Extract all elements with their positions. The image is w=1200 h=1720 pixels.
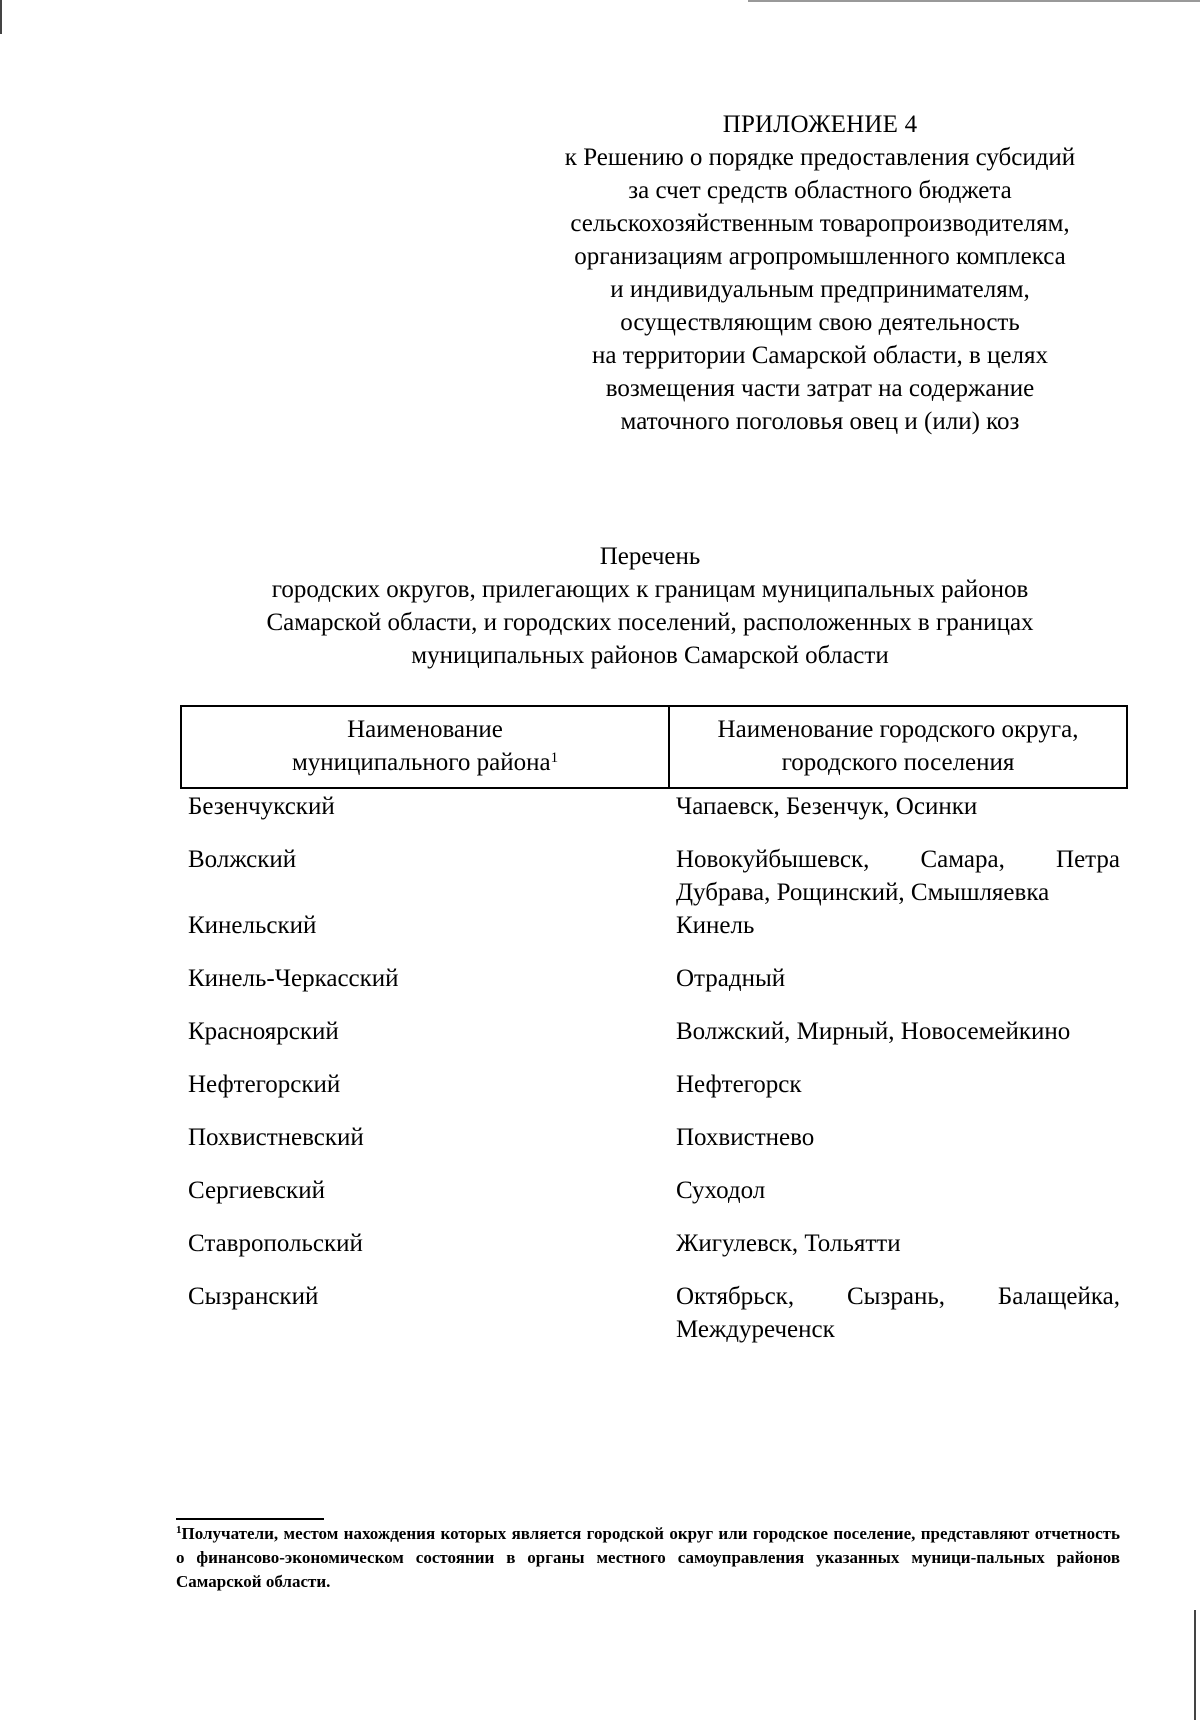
district-name: Сызранский	[188, 1283, 319, 1310]
district-name: Красноярский	[188, 1018, 339, 1045]
appendix-header	[520, 108, 1120, 438]
district-name: Сергиевский	[188, 1177, 325, 1204]
district-name: Кинель-Черкасский	[188, 965, 399, 992]
settlement-names: Чапаевск, Безенчук, Осинки	[676, 793, 978, 820]
appendix-line: маточного поголовья овец и (или) коз	[620, 408, 1020, 435]
scan-edge-mark	[1194, 1610, 1196, 1720]
settlement-names: Отрадный	[676, 965, 786, 992]
appendix-line: и индивидуальным предпринимателям,	[610, 276, 1030, 303]
list-heading-line: городских округов, прилегающих к границам муниципальных районов	[271, 576, 1029, 603]
list-heading	[180, 540, 1120, 672]
footnote	[176, 1522, 1120, 1594]
list-heading-line: Самарской области, и городских поселений, расположенных в границах	[266, 609, 1034, 636]
scan-edge-mark	[0, 0, 2, 34]
footnote-text: Получатели, местом нахождения которых является городской округ или городское поселение, представляют отчетность о финансово-экономическом состоянии в органы местного самоуправления указанных муници-пальных районов Самарской области.	[176, 1524, 1120, 1591]
settlement-names: Нефтегорск	[676, 1071, 802, 1098]
settlement-names: Новокуйбышевск, Самара, Петра Дубрава, Рощинский, Смышляевка	[676, 846, 1120, 906]
header-district-line	[182, 746, 668, 779]
settlement-names: Кинель	[676, 912, 755, 939]
appendix-line: осуществляющим свою деятельность	[620, 309, 1020, 336]
appendix-line: возмещения части затрат на содержание	[605, 375, 1035, 402]
list-title: Перечень	[599, 543, 701, 570]
header-settlement-line: Наименование городского округа,	[717, 716, 1079, 743]
settlement-names: Октябрьск, Сызрань, Балащейка, Междуреченск	[676, 1283, 1120, 1343]
table-header	[180, 705, 1128, 789]
appendix-title: ПРИЛОЖЕНИЕ 4	[722, 111, 918, 138]
footnote-mark: 1	[176, 1524, 182, 1536]
settlement-names: Похвистнево	[676, 1124, 815, 1151]
header-settlement-cell	[670, 707, 1126, 787]
district-name: Нефтегорский	[188, 1071, 341, 1098]
appendix-line: на территории Самарской области, в целях	[592, 342, 1048, 369]
appendix-line: к Решению о порядке предоставления субсидий	[564, 144, 1076, 171]
settlement-names: Волжский, Мирный, Новосемейкино	[676, 1018, 1071, 1045]
header-district-text: муниципального района	[291, 749, 551, 776]
district-name: Кинельский	[188, 912, 317, 939]
header-district-cell	[182, 707, 670, 787]
footnote-divider	[176, 1518, 324, 1520]
appendix-line: сельскохозяйственным товаропроизводителям,	[570, 210, 1070, 237]
district-name: Ставропольский	[188, 1230, 363, 1257]
scan-edge-mark	[748, 0, 1200, 2]
header-settlement-line: городского поселения	[781, 749, 1015, 776]
list-heading-line: муниципальных районов Самарской области	[411, 642, 889, 669]
appendix-line: за счет средств областного бюджета	[628, 177, 1012, 204]
footnote-reference: 1	[550, 750, 559, 766]
settlement-names: Жигулевск, Тольятти	[676, 1230, 901, 1257]
district-name: Похвистневский	[188, 1124, 364, 1151]
district-name: Волжский	[188, 846, 297, 873]
appendix-line: организациям агропромышленного комплекса	[574, 243, 1066, 270]
header-district-line: Наименование	[347, 716, 503, 743]
settlement-names: Суходол	[676, 1177, 766, 1204]
district-name: Безенчукский	[188, 793, 335, 820]
